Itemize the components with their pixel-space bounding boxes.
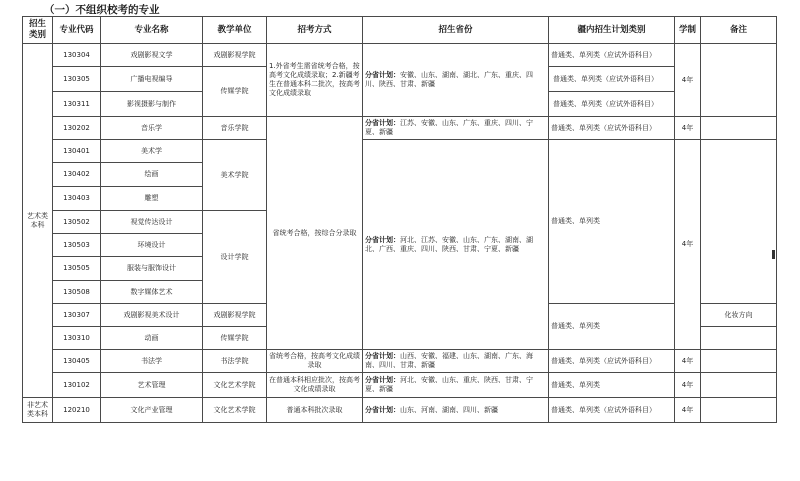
name-cell: 美术学	[101, 140, 203, 163]
header-xinjiang: 疆内招生计划类别	[549, 17, 675, 44]
code-cell: 120210	[53, 398, 101, 423]
code-cell: 130502	[53, 211, 101, 234]
header-unit: 教学单位	[203, 17, 267, 44]
category-cell-art: 艺术类本科	[23, 44, 53, 398]
xinjiang-cell: 普通类、单列类（应试外语科目）	[549, 117, 675, 140]
table-row	[23, 373, 777, 398]
code-cell: 130310	[53, 327, 101, 350]
header-method: 招考方式	[267, 17, 363, 44]
name-cell: 绘画	[101, 163, 203, 187]
unit-cell: 文化艺术学院	[203, 373, 267, 398]
code-cell: 130304	[53, 44, 101, 67]
name-cell: 影视摄影与制作	[101, 92, 203, 117]
header-row	[23, 17, 777, 44]
xinjiang-cell: 普通类、单列类（应试外语科目）	[549, 44, 675, 67]
name-cell: 音乐学	[101, 117, 203, 140]
code-cell: 130403	[53, 187, 101, 211]
name-cell: 雕塑	[101, 187, 203, 211]
provinces-label: 分省计划：	[365, 405, 400, 414]
xinjiang-cell: 普通类、单列类	[549, 373, 675, 398]
years-cell: 4年	[675, 350, 701, 373]
remarks-cell	[701, 44, 777, 117]
table-row	[23, 350, 777, 373]
name-cell: 环境设计	[101, 234, 203, 257]
method-cell: 普通本科批次录取	[267, 398, 363, 423]
provinces-list: 河北、江苏、安徽、山东、广东、湖南、湖北、广西、重庆、四川、陕西、甘肃、宁夏、新疆	[365, 235, 533, 253]
method-cell: 省统考合格，按综合分录取	[267, 117, 363, 350]
xinjiang-cell: 普通类、单列类（应试外语科目）	[549, 67, 674, 92]
remarks-cell	[701, 140, 777, 304]
name-cell: 动画	[101, 327, 203, 350]
code-cell: 130402	[53, 163, 101, 187]
unit-cell: 戏剧影视学院	[203, 44, 267, 67]
provinces-cell	[363, 350, 549, 373]
table-row	[23, 117, 777, 140]
header-years: 学制	[675, 17, 701, 44]
code-cell: 130307	[53, 304, 101, 327]
provinces-label: 分省计划：	[365, 119, 400, 127]
unit-cell: 设计学院	[203, 211, 267, 304]
category-cell-nonart: 非艺术类本科	[23, 398, 53, 423]
code-cell: 130503	[53, 234, 101, 257]
code-cell: 130401	[53, 140, 101, 163]
code-cell: 130305	[53, 67, 101, 92]
name-cell: 书法学	[101, 350, 203, 373]
unit-cell: 文化艺术学院	[203, 398, 267, 423]
xinjiang-cell-split	[549, 67, 675, 117]
table-row	[23, 44, 777, 67]
name-cell: 戏剧影视美术设计	[101, 304, 203, 327]
unit-cell: 美术学院	[203, 140, 267, 211]
provinces-list: 江苏、安徽、山东、广东、重庆、四川、宁夏、新疆	[365, 119, 533, 136]
header-category: 招生类别	[23, 17, 53, 44]
name-cell: 数字媒体艺术	[101, 281, 203, 304]
years-cell: 4年	[675, 44, 701, 117]
provinces-label: 分省计划：	[365, 71, 400, 79]
provinces-label: 分省计划：	[365, 235, 400, 244]
remarks-cell	[701, 117, 777, 140]
remarks-cell: 化妆方向	[701, 304, 777, 327]
method-cell: 在普通本科相应批次，按高考文化成绩录取	[267, 373, 363, 398]
remarks-cell	[701, 373, 777, 398]
code-cell: 130202	[53, 117, 101, 140]
name-cell: 艺术管理	[101, 373, 203, 398]
name-cell: 戏剧影视文学	[101, 44, 203, 67]
header-remarks: 备注	[701, 17, 777, 44]
name-cell: 视觉传达设计	[101, 211, 203, 234]
code-cell: 130508	[53, 281, 101, 304]
unit-cell: 书法学院	[203, 350, 267, 373]
years-cell: 4年	[675, 398, 701, 423]
scan-mark	[772, 250, 775, 259]
unit-cell: 音乐学院	[203, 117, 267, 140]
method-cell: 1.外省考生需省统考合格，按高考文化成绩录取；2.新疆考生在普通本科二批次，按高考文化成绩录取	[267, 44, 363, 117]
code-cell: 130505	[53, 257, 101, 281]
remarks-cell	[701, 327, 777, 350]
provinces-cell	[363, 140, 549, 350]
provinces-label: 分省计划：	[365, 352, 400, 360]
xinjiang-cell: 普通类、单列类（应试外语科目）	[549, 350, 675, 373]
provinces-list: 安徽、山东、湖南、湖北、广东、重庆、四川、陕西、甘肃、新疆	[365, 71, 533, 88]
xinjiang-cell: 普通类、单列类（应试外语科目）	[553, 99, 658, 108]
xinjiang-cell: 普通类、单列类	[549, 304, 675, 350]
provinces-list: 山东、河南、湖南、四川、新疆	[400, 405, 498, 414]
unit-cell: 传媒学院	[203, 327, 267, 350]
section-heading: （一）不组织校考的专业	[44, 4, 160, 16]
method-cell: 省统考合格，按高考文化成绩录取	[267, 350, 363, 373]
header-name: 专业名称	[101, 17, 203, 44]
table-row	[23, 140, 777, 163]
unit-cell: 传媒学院	[203, 67, 267, 117]
provinces-list: 山西、安徽、福建、山东、湖南、广东、海南、四川、甘肃、新疆	[365, 352, 533, 369]
header-provinces: 招生省份	[363, 17, 549, 44]
provinces-cell	[363, 398, 549, 423]
name-cell: 广播电视编导	[101, 67, 203, 92]
enrollment-plan-table	[22, 16, 777, 423]
code-cell: 130405	[53, 350, 101, 373]
name-cell: 服装与服饰设计	[101, 257, 203, 281]
xinjiang-cell: 普通类、单列类	[549, 140, 675, 304]
table-row	[23, 398, 777, 423]
remarks-cell	[701, 398, 777, 423]
provinces-cell	[363, 117, 549, 140]
header-code: 专业代码	[53, 17, 101, 44]
provinces-label: 分省计划：	[365, 376, 400, 384]
years-cell: 4年	[675, 117, 701, 140]
years-cell: 4年	[675, 373, 701, 398]
code-cell: 130311	[53, 92, 101, 117]
xinjiang-cell: 普通类、单列类（应试外语科目）	[549, 398, 675, 423]
provinces-cell	[363, 44, 549, 117]
years-cell: 4年	[675, 140, 701, 350]
code-cell: 130102	[53, 373, 101, 398]
unit-cell: 戏剧影视学院	[203, 304, 267, 327]
remarks-cell	[701, 350, 777, 373]
provinces-list: 河北、安徽、山东、重庆、陕西、甘肃、宁夏、新疆	[365, 376, 533, 393]
provinces-cell	[363, 373, 549, 398]
name-cell: 文化产业管理	[101, 398, 203, 423]
